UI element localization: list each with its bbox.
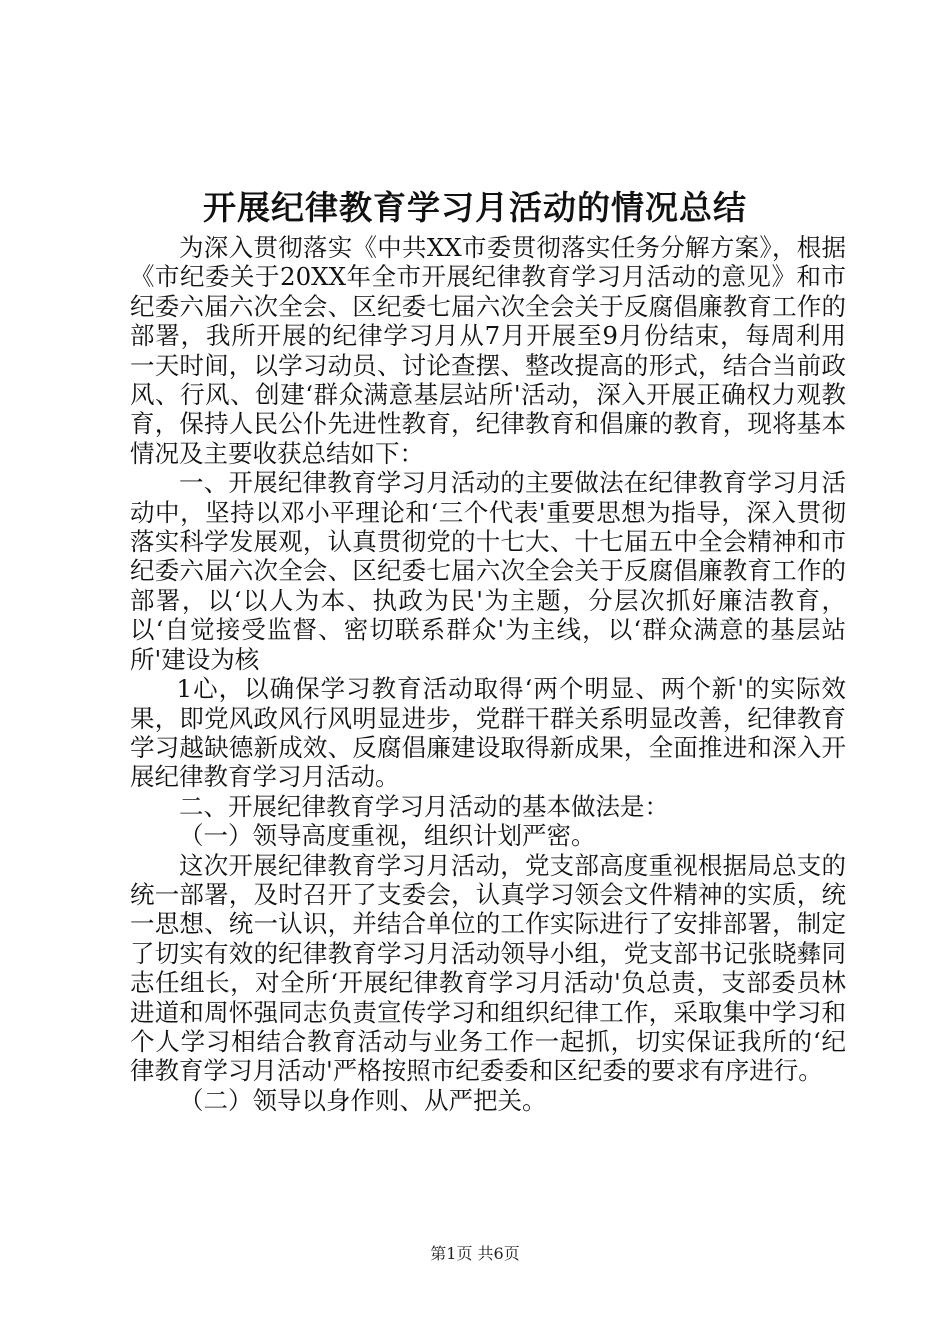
paragraph-subheading-two: （二）领导以身作则、从严把关。 [179, 1085, 547, 1115]
paragraph-subheading-one: （一）领导高度重视，组织计划严密。 [179, 821, 596, 851]
page-footer: 第1页 共6页 [430, 1244, 520, 1263]
document-title: 开展纪律教育学习月活动的情况总结 [203, 188, 747, 227]
document-body [130, 233, 846, 1115]
paragraph-section-two-heading: 二、开展纪律教育学习月活动的基本做法是： [179, 791, 669, 821]
paragraph-section-one-continued: 1心，以确保学习教育活动取得‘两个明显、两个新'的实际效果，即党风政风行风明显进步，党群干群关系明显改善，纪律教育学习越缺德新成效、反腐倡廉建设取得新成果，全面推进和深入开展纪律教育学习月活动。 [130, 674, 846, 792]
paragraph-intro: 为深入贯彻落实《中共XX市委贯彻落实任务分解方案》，根据《市纪委关于20XX年全市开展纪律教育学习月活动的意见》和市纪委六届六次全会、区纪委七届六次全会关于反腐倡廉教育工作的部署，我所开展的纪律学习月从7月开展至9月份结束，每周利用一天时间，以学习动员、讨论查摆、整改提高的形式，结合当前政风、行风、创建‘群众满意基层站所'活动，深入开展正确权力观教育，保持人民公仆先进性教育，纪律教育和倡廉的教育，现将基本情况及主要收获总结如下： [130, 233, 846, 468]
paragraph-section-one: 一、开展纪律教育学习月活动的主要做法在纪律教育学习月活动中，坚持以邓小平理论和‘三个代表'重要思想为指导，深入贯彻落实科学发展观，认真贯彻党的十七大、十七届五中全会精神和市纪委六届六次全会、区纪委七届六次全会关于反腐倡廉教育工作的部署，以‘以人为本、执政为民'为主题，分层次抓好廉洁教育，以‘自觉接受监督、密切联系群众'为主线，以‘群众满意的基层站所'建设为核 [130, 468, 846, 674]
paragraph-subsection-one-body: 这次开展纪律教育学习月活动，党支部高度重视根据局总支的统一部署，及时召开了支委会，认真学习领会文件精神的实质，统一思想、统一认识，并结合单位的工作实际进行了安排部署，制定了切实有效的纪律教育学习月活动领导小组，党支部书记张晓彝同志任组长，对全所‘开展纪律教育学习月活动'负总责，支部委员林进道和周怀强同志负责宣传学习和组织纪律工作，采取集中学习和个人学习相结合教育活动与业务工作一起抓，切实保证我所的‘纪律教育学习月活动'严格按照市纪委委和区纪委的要求有序进行。 [130, 850, 846, 1086]
